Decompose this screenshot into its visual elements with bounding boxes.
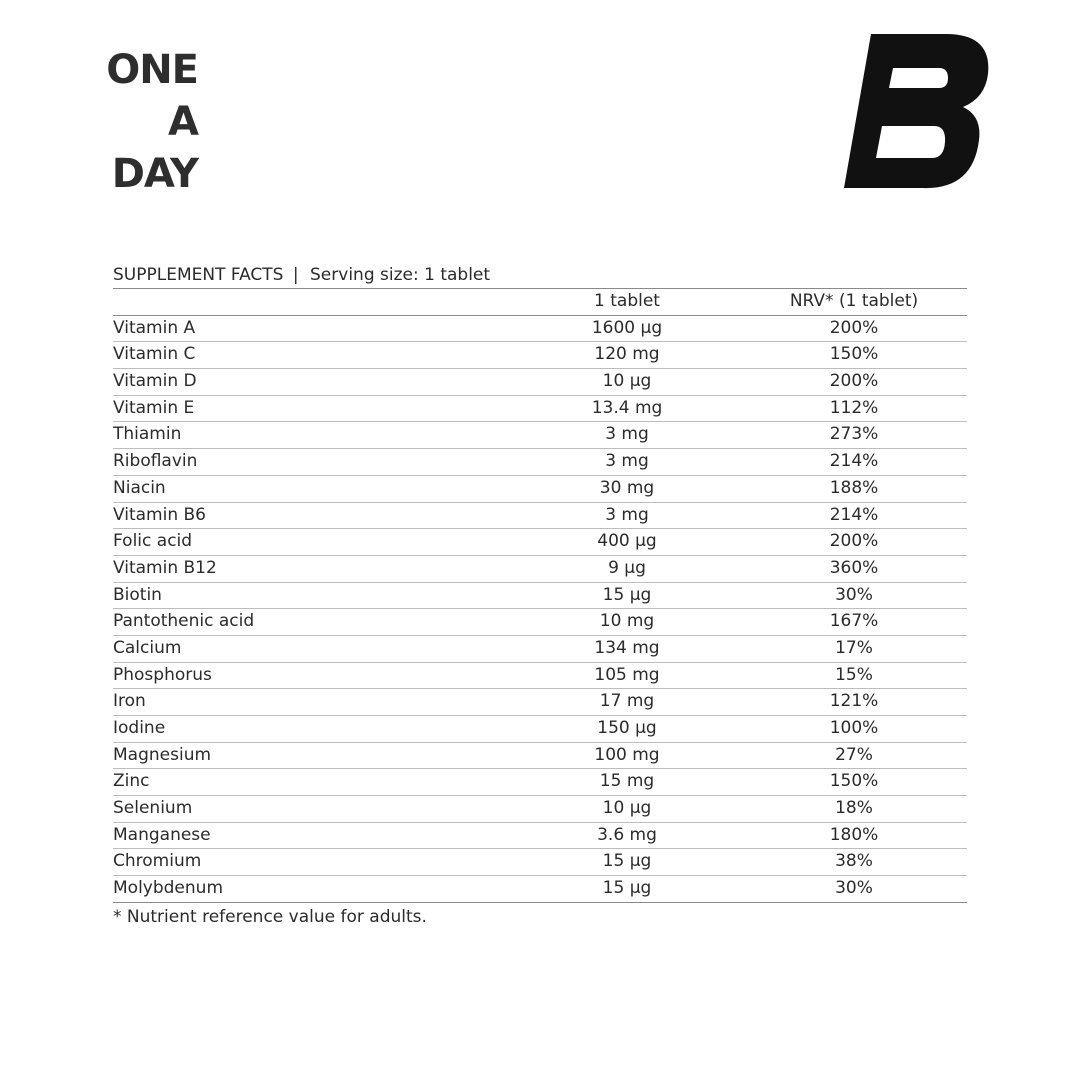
nutrient-amount: 3 mg: [605, 504, 649, 525]
nutrient-nrv: 150%: [829, 771, 879, 792]
nutrient-nrv: 200%: [829, 531, 879, 552]
nutrient-name: Vitamin E: [113, 397, 195, 418]
nutrient-amount: 105 mg: [594, 664, 660, 685]
nutrient-nrv: 167%: [829, 611, 879, 632]
table-row: [113, 689, 967, 716]
table-row: [113, 316, 967, 343]
nutrient-nrv: 30%: [835, 878, 873, 899]
table-row: [113, 529, 967, 556]
nutrient-nrv: 150%: [829, 344, 879, 365]
nutrient-amount: 9 µg: [608, 557, 646, 578]
nutrient-amount: 10 µg: [602, 371, 652, 392]
nutrient-amount: 10 µg: [602, 798, 652, 819]
nutrient-name: Selenium: [113, 798, 193, 819]
nutrient-name: Riboflavin: [113, 451, 198, 472]
nutrient-name: Folic acid: [113, 531, 193, 552]
product-title-line: DAY: [111, 151, 198, 197]
nutrient-name: Chromium: [113, 851, 202, 872]
nutrient-nrv: 100%: [829, 718, 879, 738]
facts-heading: SUPPLEMENT FACTS: [113, 265, 284, 285]
nutrient-amount: 3.6 mg: [597, 824, 657, 845]
table-row: [113, 449, 967, 476]
nutrient-nrv: 180%: [829, 824, 879, 845]
nutrient-name: Manganese: [113, 824, 211, 845]
supplement-facts-header: [113, 262, 967, 289]
nutrient-amount: 100 mg: [594, 744, 660, 765]
nutrient-nrv: 27%: [835, 744, 873, 765]
table-row: [113, 396, 967, 423]
nutrient-name: Molybdenum: [113, 878, 224, 899]
nutrient-amount: 17 mg: [599, 691, 655, 712]
nutrient-name: Magnesium: [113, 744, 212, 765]
table-row: [113, 796, 967, 823]
nutrient-nrv: 214%: [829, 451, 879, 472]
nutrient-amount: 10 mg: [599, 611, 655, 632]
table-row: [113, 849, 967, 876]
nutrient-amount: 15 µg: [602, 584, 652, 605]
table-row: [113, 823, 967, 850]
nutrient-amount: 30 mg: [599, 477, 655, 498]
nutrient-amount: 13.4 mg: [591, 397, 663, 418]
nutrient-nrv: 17%: [835, 637, 873, 658]
nutrient-name: Vitamin A: [113, 317, 196, 338]
table-row: [113, 342, 967, 369]
table-row: [113, 743, 967, 770]
product-title-line: ONE: [106, 47, 198, 93]
nutrient-name: Iodine: [113, 718, 166, 738]
table-row: [113, 663, 967, 690]
nutrient-amount: 15 µg: [602, 851, 652, 872]
table-row: [113, 636, 967, 663]
nutrient-nrv: 18%: [835, 798, 873, 819]
nutrient-amount: 15 µg: [602, 878, 652, 899]
nutrient-amount: 3 mg: [605, 424, 649, 445]
nutrient-name: Vitamin B12: [113, 557, 217, 578]
nutrient-name: Vitamin C: [113, 344, 196, 365]
column-header-amount: 1 tablet: [594, 291, 660, 311]
column-header-nrv: NRV* (1 tablet): [789, 291, 919, 311]
table-row: [113, 716, 967, 743]
nutrient-amount: 15 mg: [599, 771, 655, 792]
nutrient-amount: 150 µg: [597, 718, 657, 738]
nutrient-nrv: 121%: [829, 691, 879, 712]
nutrient-name: Vitamin B6: [113, 504, 207, 525]
nutrient-amount: 400 µg: [597, 531, 657, 552]
nutrient-nrv: 273%: [829, 424, 879, 445]
supplement-facts-table: [113, 262, 967, 929]
table-row: [113, 503, 967, 530]
nutrient-nrv: 188%: [829, 477, 879, 498]
table-row: [113, 556, 967, 583]
table-row: [113, 583, 967, 610]
nutrient-nrv: 38%: [835, 851, 873, 872]
nutrient-name: Phosphorus: [113, 664, 212, 685]
product-title-line: A: [168, 99, 198, 145]
nutrient-name: Vitamin D: [113, 371, 197, 392]
column-header-row: [113, 289, 967, 316]
nutrient-amount: 134 mg: [594, 637, 660, 658]
column-header-nutrient: [113, 289, 513, 315]
nutrient-nrv: 30%: [835, 584, 873, 605]
brand-b-logo-icon: [844, 34, 990, 190]
table-row: [113, 476, 967, 503]
nutrient-amount: 120 mg: [594, 344, 660, 365]
nutrient-amount: 1600 µg: [591, 317, 663, 338]
header-separator: |: [292, 265, 299, 285]
nutrient-nrv: 214%: [829, 504, 879, 525]
nutrient-nrv: 360%: [829, 557, 879, 578]
table-row: [113, 769, 967, 796]
table-row: [113, 609, 967, 636]
table-row: [113, 876, 967, 903]
nutrient-nrv: 112%: [829, 397, 879, 418]
nutrient-amount: 3 mg: [605, 451, 649, 472]
nutrient-name: Thiamin: [113, 424, 182, 445]
nutrient-nrv: 15%: [835, 664, 873, 685]
product-title: [98, 44, 198, 200]
nutrient-name: Calcium: [113, 637, 182, 658]
nutrient-name: Pantothenic acid: [113, 611, 255, 632]
nutrient-name: Zinc: [113, 771, 150, 792]
table-row: [113, 369, 967, 396]
nutrient-name: Iron: [113, 691, 146, 712]
nutrient-nrv: 200%: [829, 371, 879, 392]
table-row: [113, 422, 967, 449]
nrv-footnote: * Nutrient reference value for adults.: [113, 906, 427, 927]
nutrient-name: Niacin: [113, 477, 166, 498]
nutrient-nrv: 200%: [829, 317, 879, 338]
serving-size: Serving size: 1 tablet: [310, 265, 491, 285]
nutrient-name: Biotin: [113, 584, 162, 605]
